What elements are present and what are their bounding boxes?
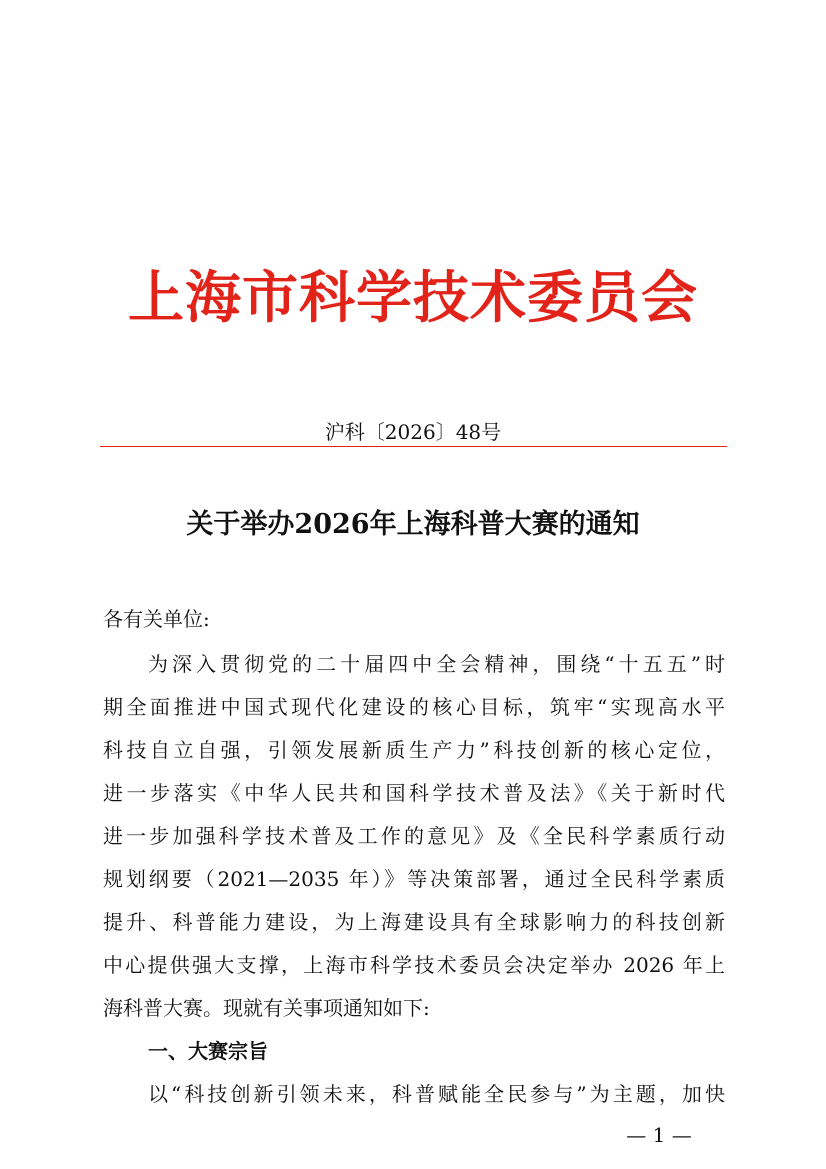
salutation: 各有关单位: bbox=[103, 607, 210, 631]
paragraph-line: 海科普大赛。现就有关事项通知如下: bbox=[103, 996, 430, 1020]
section-heading: 一、大赛宗旨 bbox=[148, 1039, 268, 1063]
document-title: 关于举办2026年上海科普大赛的通知 bbox=[186, 509, 640, 540]
paragraph-line: 进一步加强科学技术普及工作的意见》及《全民科学素质行动 bbox=[103, 824, 725, 848]
paragraph-line: 期全面推进中国式现代化建设的核心目标，筑牢“实现高水平 bbox=[103, 695, 725, 719]
paragraph-line: 提升、科普能力建设，为上海建设具有全球影响力的科技创新 bbox=[103, 910, 725, 934]
document-number: 沪科〔2026〕48号 bbox=[324, 420, 502, 444]
paragraph-line: 科技自立自强，引领发展新质生产力”科技创新的核心定位， bbox=[103, 738, 725, 762]
page-number: — 1 — bbox=[626, 1123, 692, 1147]
issuing-organization-title: 上海市科学技术委员会 bbox=[128, 265, 698, 331]
paragraph-line: 进一步落实《中华人民共和国科学技术普及法》《关于新时代 bbox=[103, 781, 725, 805]
paragraph-line: 以“科技创新引领未来，科普赋能全民参与”为主题，加快 bbox=[148, 1082, 725, 1106]
red-divider-line bbox=[100, 446, 727, 447]
paragraph-line: 规划纲要（2021—2035 年）》等决策部署，通过全民科学素质 bbox=[103, 867, 725, 891]
paragraph-line: 为深入贯彻党的二十届四中全会精神，围绕“十五五”时 bbox=[148, 652, 725, 676]
paragraph-line: 中心提供强大支撑，上海市科学技术委员会决定举办 2026 年上 bbox=[103, 953, 725, 977]
